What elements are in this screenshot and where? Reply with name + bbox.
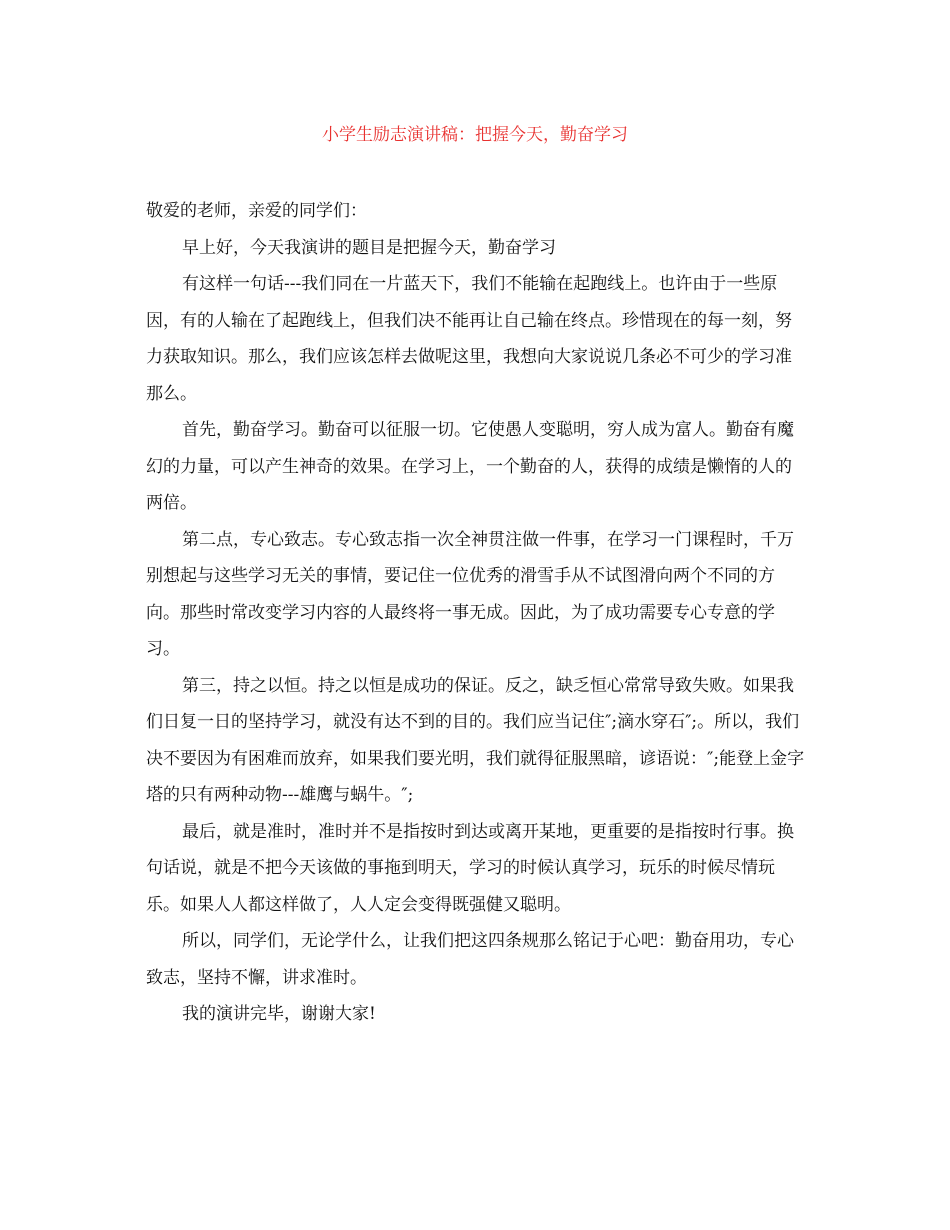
paragraph-opening: 早上好，今天我演讲的题目是把握今天，勤奋学习	[182, 237, 556, 258]
paragraph-summary: 所以，同学们，无论学什么，让我们把这四条规那么铭记于心吧：勤奋用功，专心致志，坚持不懈，讲求准时。	[146, 931, 794, 988]
paragraph-diligence: 首先，勤奋学习。勤奋可以征服一切。它使愚人变聪明，穷人成为富人。勤奋有魔幻的力量，可以产生神奇的效果。在学习上，一个勤奋的人，获得的成绩是懒惰的人的两倍。	[146, 420, 794, 513]
document-body	[146, 193, 806, 1033]
paragraph-focus: 第二点，专心致志。专心致志指一次全神贯注做一件事，在学习一门课程时，千万别想起与这些学习无关的事情，要记住一位优秀的滑雪手从不试图滑向两个不同的方向。那些时常改变学习内容的人最终将一事无成。因此，为了成功需要专心专意的学习。	[146, 529, 794, 659]
paragraph-perseverance: 第三，持之以恒。持之以恒是成功的保证。反之，缺乏恒心常常导致失败。如果我们日复一日的坚持学习，就没有达不到的目的。我们应当记住″;滴水穿石″;。所以，我们决不要因为有困难而放弃，如果我们要光明，我们就得征服黑暗，谚语说：″;能登上金字塔的只有两种动物---雄鹰与蜗牛。″;	[146, 675, 805, 805]
document-title: 小学生励志演讲稿：把握今天，勤奋学习	[322, 125, 628, 145]
paragraph-introduction: 有这样一句话---我们同在一片蓝天下，我们不能输在起跑线上。也许由于一些原因，有的人输在了起跑线上，但我们决不能再让自己输在终点。珍惜现在的每一刻，努力获取知识。那么，我们应该怎样去做呢这里，我想向大家说说几条必不可少的学习准那么。	[146, 274, 792, 404]
paragraph-punctuality: 最后，就是准时，准时并不是指按时到达或离开某地，更重要的是指按时行事。换句话说，就是不把今天该做的事拖到明天，学习的时候认真学习，玩乐的时候尽情玩乐。如果人人都这样做了，人人定会变得既强健又聪明。	[146, 821, 794, 915]
greeting: 敬爱的老师，亲爱的同学们：	[146, 201, 367, 221]
paragraph-closing: 我的演讲完毕，谢谢大家!	[182, 1004, 376, 1024]
